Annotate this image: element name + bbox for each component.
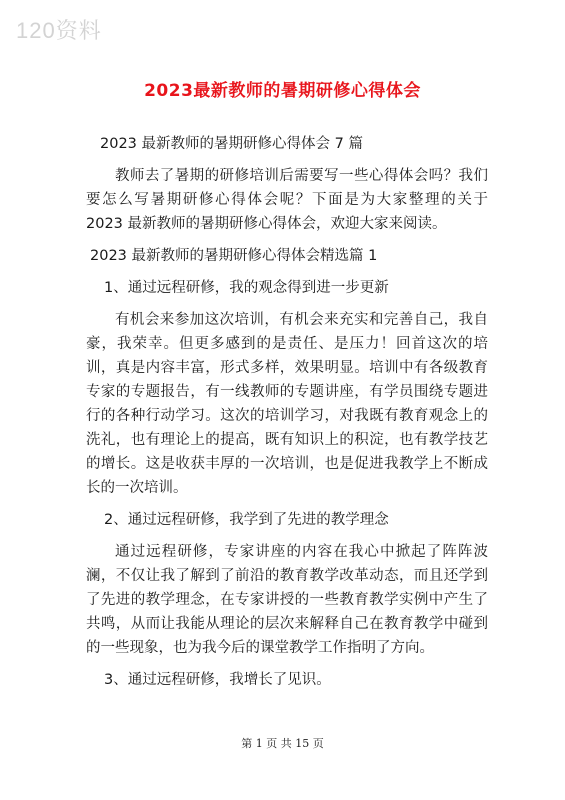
watermark-logo: 120资料 bbox=[16, 18, 102, 43]
heading-2: 2、通过远程研修，我学到了先进的教学理念 bbox=[104, 512, 389, 528]
paragraph-2: 通过远程研修，专家讲座的内容在我心中掀起了阵阵波澜，不仅让我了解到了前沿的教育教学改革动态，而且还学到了先进的教学理念，在专家讲授的一些教育教学实例中产生了共鸣，从而让我能从理论的层次来解释自己在教育教学中碰到的一些现象，也为我今后的课堂教学工作指明了方向。 bbox=[86, 544, 488, 656]
document-body bbox=[86, 132, 488, 700]
section-title: 2023 最新教师的暑期研修心得体会精选篇 1 bbox=[90, 248, 378, 264]
heading-3: 3、通过远程研修，我增长了见识。 bbox=[104, 672, 331, 688]
page-number: 第 1 页 共 15 页 bbox=[241, 737, 324, 750]
document-title: 2023最新教师的暑期研修心得体会 bbox=[144, 81, 421, 101]
paragraph-1: 有机会来参加这次培训，有机会来充实和完善自己，我自豪，我荣幸。但更多感到的是责任、是压力！回首这次的培训，真是内容丰富，形式多样，效果明显。培训中有各级教育专家的专题报告，有一线教师的专题讲座，有学员围绕专题进行的各种行动学习。这次的培训学习，对我既有教育观念上的洗礼，也有理论上的提高，既有知识上的积淀，也有教学技艺的增长。这是收获丰厚的一次培训，也是促进我教学上不断成长的一次培训。 bbox=[86, 312, 488, 496]
document-subtitle: 2023 最新教师的暑期研修心得体会 7 篇 bbox=[100, 136, 363, 152]
heading-1: 1、通过远程研修，我的观念得到进一步更新 bbox=[104, 280, 389, 296]
intro-paragraph: 教师去了暑期的研修培训后需要写一些心得体会吗？我们要怎么写暑期研修心得体会呢？下面是为大家整理的关于 2023 最新教师的暑期研修心得体会，欢迎大家来阅读。 bbox=[86, 168, 488, 232]
